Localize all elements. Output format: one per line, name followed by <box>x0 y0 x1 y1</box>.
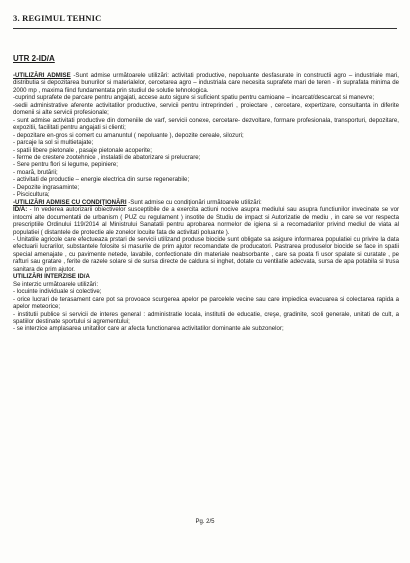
conditionari-lead: ID/A: <box>13 206 28 214</box>
admise-item: -cuprind suprafete de parcare pentru angajati, accese auto sigure si suficient spatiu pentru camioane – incarcat/descarcat si manevre; <box>13 94 375 102</box>
admise-item: - depozitare en-gros si comert cu amanuntul ( nepoluante ), depozite cereale, silozuri; <box>13 131 244 139</box>
conditionari-heading: -UTILIZĂRI ADMISE CU CONDIŢIONĂRI <box>13 198 127 206</box>
interzise-item: - locuinte individuale si colective; <box>13 288 102 296</box>
section-title: 3. REGIMUL TEHNIC <box>13 13 102 23</box>
interzise-item: - orice lucrari de terasament care pot sa provoace scurgerea apelor pe parcelele vecine sau care impiedica evacuarea si colectarea rapida a apelor meteorice; <box>13 295 399 311</box>
interzise-item: - se interzice amplasarea unitatilor care ar afecta functionarea activitatilor dominante ale subzonelor; <box>13 325 284 333</box>
interzise-item: - institutii publice si servicii de interes general : administratie locala, institutii de educatie, creşe, gradinite, scoli generale, unitati de cult, a spatiilor destinate sportului si agrementului; <box>13 310 399 325</box>
document-body <box>13 72 399 333</box>
admise-item: - ferme de crestere zootehnice , instalatii de abatorizare si prelucrare; <box>13 153 201 161</box>
admise-item: - Piscicultura; <box>13 191 50 199</box>
admise-item: - activitati de productie – energie electrica din surse regenerabile; <box>13 176 190 184</box>
admise-item: - spatii libere pietonale , pasaje pietonale acoperite; <box>13 146 152 154</box>
conditionari-p1 <box>13 206 399 236</box>
admise-paragraph <box>13 72 399 94</box>
conditionari-p1-text: - In vederea autorizarii obiectivelor susceptibile de a exercita actiuni nocive asupra mediului sau asupra functiunilor invecinate se vor intocmi alte documentatii de urbanism ( PUZ cu regulament ) insotite de Studiu de impact si Autorizatie de mediu , in care se vor respecta prescriptiile Ordinului 119/2014 al Ministrului Sanatatii pentru aprobarea normelor de igiena si a recomadarilor privind mediul de viata al populatiei ( distantele de protectie ale zonelor locuite fata de activitati poluante ). <box>13 206 399 236</box>
admise-item: - sunt admise activitati productive din domeniile de varf, servicii conexe, cercetare- dezvoltare, formare profesionala, transporturi, depozitare, expozitii, facilitati pentru angajati si clienti; <box>13 116 399 132</box>
admise-intro: -Sunt admise următoarele utilizări: activitati productive, nepoluante desfasurate in constructii agro – industriale mari, distributia si depozitarea bunurilor si materialelor, cercetarea agro – industriala care necesita suprafete mari de teren - in suprafata minima de 2000 mp , maxima fiind fundamentata prin studiul de solutie tehnologica. <box>13 72 399 94</box>
utr-title: UTR 2-ID/A <box>13 54 55 63</box>
admise-item: - moară, brutării; <box>13 168 58 176</box>
interzise-intro: Se interzic următoarele utilizări: <box>13 280 99 288</box>
admise-heading: -UTILIZĂRI ADMISE <box>13 72 71 79</box>
admise-item: - Sere pentru flori si legume, pepiniere; <box>13 161 119 169</box>
conditionari-paragraph <box>13 199 399 206</box>
header-rule <box>13 28 397 29</box>
conditionari-p2: - Unitatile agricole care efectueaza prstari de servicii utilizand produse biocide sunt obligate sa asigure informarea populatiei cu privire la data efectuarii lucrarilor, substantele folosite si masurile de prim ajutor recomandate de producatori. Pastrarea produselor biocide se face in spatii special amenajate , cu pavimente netede, lavabile, confectionate din materiale neabsorbante , care sa poata fi usor spalate si curatate , pe rafturi sau gratare , ferite de razele solare si de sursa directe de caldura si inghet, dotate cu ventilatie adecvata, sursa de apa potabila si trusa sanitara de prim ajutor. <box>13 235 399 273</box>
admise-item: - parcaje la sol si multietajate; <box>13 139 94 147</box>
admise-item: - Depozite ingrasaminte; <box>13 183 80 191</box>
admise-item: -sedii administrative aferente activitatilor productive, servicii pentru intreprinderi , proiectare , cercetare, expertizare, consultanta in diferite domenii si alte servicii profesionale; <box>13 101 399 117</box>
conditionari-intro: -Sunt admise cu condiţionări următoarele utilizări: <box>126 198 262 206</box>
interzise-heading: UTILIZĂRI INTERZISE ID/A <box>13 273 90 281</box>
page-number: Pg. 2/5 <box>195 519 215 525</box>
